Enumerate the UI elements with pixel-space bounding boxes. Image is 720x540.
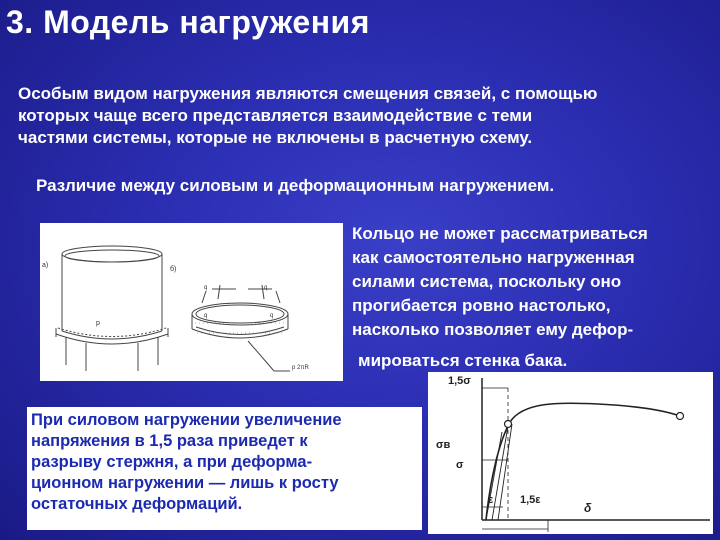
tank-ring-drawing	[40, 223, 343, 381]
figure-label-q4: q	[270, 313, 274, 319]
slide-title: 3. Модель нагружения	[6, 4, 370, 40]
stress-strain-drawing	[428, 372, 713, 534]
ring-paragraph: Кольцо не может рассматриваться как самостоятельно нагруженная силами система, поскольку оно прогибается ровно настолько, насколько позволяет ему дефор-	[352, 224, 648, 339]
figure-label-p-2pir: p 2πR	[292, 365, 309, 371]
stress-strain-graph	[428, 372, 713, 534]
figure-label-b: б)	[170, 266, 177, 273]
ring-paragraph-continuation: мироваться стенка бака.	[358, 351, 568, 370]
graph-label-sigma: σ	[456, 459, 464, 471]
figure-label-q1: q	[204, 285, 208, 291]
figure-label-p: p	[96, 320, 100, 327]
point-marker	[505, 421, 512, 428]
graph-label-eps: ε	[488, 494, 494, 506]
graph-label-delta: δ	[584, 501, 592, 515]
rupture-marker	[677, 413, 684, 420]
graph-label-15sigma: 1,5σ	[448, 375, 471, 387]
figure-label-q3: q	[204, 313, 208, 319]
figure-label-q2: q	[264, 285, 268, 291]
figure-label-a: а)	[42, 262, 49, 269]
subheading: Различие между силовым и деформационным нагружением.	[36, 176, 555, 195]
loading-comparison-text: При силовом нагружении увеличение напряжения в 1,5 раза приведет к разрыву стержня, а при деформа- ционном нагружении — лишь к росту остаточных деформаций.	[27, 407, 422, 530]
stress-strain-curve	[486, 403, 680, 520]
graph-label-sigma-b: σв	[436, 439, 451, 451]
intro-paragraph: Особым видом нагружения являются смещения связей, с помощью которых чаще всего представляется взаимодействие с теми частями системы, которые не включены в расчетную схему.	[18, 84, 598, 147]
tank-ring-figure	[40, 223, 343, 381]
graph-label-15eps: 1,5ε	[520, 494, 541, 506]
